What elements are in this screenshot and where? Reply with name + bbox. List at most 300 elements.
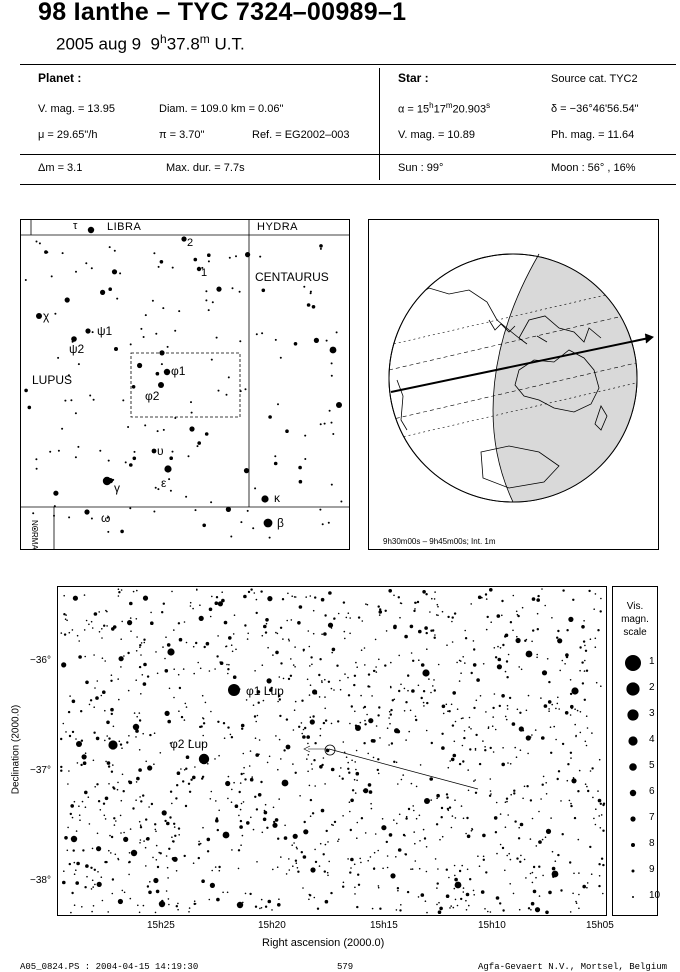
- chart-star: [453, 907, 455, 909]
- chart-star: [176, 784, 178, 786]
- chart-star: [93, 654, 95, 656]
- chart-star: [451, 621, 453, 623]
- chart-star: [288, 858, 290, 860]
- chart-star: [130, 630, 132, 632]
- chart-star: [93, 732, 95, 734]
- chart-star: [307, 771, 309, 773]
- chart-star: [288, 640, 290, 642]
- chart-star: [595, 593, 597, 595]
- chart-star: [441, 807, 443, 809]
- chart-star: [107, 911, 109, 913]
- chart-star: [597, 790, 599, 792]
- chart-star: [143, 905, 145, 907]
- finder-star: [32, 512, 34, 514]
- chart-star: [104, 710, 106, 712]
- chart-star: [167, 867, 169, 869]
- chart-star: [412, 868, 414, 870]
- chart-star: [193, 646, 195, 648]
- chart-star: [463, 737, 465, 739]
- chart-star: [544, 704, 548, 708]
- chart-star: [349, 801, 351, 803]
- chart-star: [446, 704, 448, 706]
- chart-star: [484, 746, 486, 748]
- chart-star: [331, 652, 333, 654]
- chart-star: [423, 705, 425, 707]
- chart-star: [96, 783, 98, 785]
- chart-star: [142, 733, 144, 735]
- chart-star: [413, 831, 415, 833]
- chart-star: [80, 764, 82, 766]
- chart-star: [538, 841, 540, 843]
- chart-star: [68, 711, 70, 713]
- chart-star: [230, 734, 232, 736]
- chart-star: [101, 876, 103, 878]
- scale-label: 2: [649, 682, 655, 693]
- chart-star: [100, 809, 102, 811]
- chart-star: [99, 631, 101, 633]
- chart-star: [119, 741, 121, 743]
- chart-star: [106, 735, 108, 737]
- chart-star: [265, 631, 267, 633]
- finder-bright-star: [36, 313, 42, 319]
- chart-star: [266, 623, 268, 625]
- info-top-rule: [20, 64, 676, 65]
- chart-star: [283, 749, 285, 751]
- chart-star: [89, 704, 91, 706]
- chart-star: [475, 734, 477, 736]
- chart-star: [429, 777, 433, 781]
- chart-star: [70, 912, 72, 914]
- chart-star: [271, 909, 273, 911]
- chart-star: [136, 650, 138, 652]
- chart-star: [579, 646, 581, 648]
- chart-star: [140, 693, 142, 695]
- chart-star: [438, 664, 440, 666]
- chart-star: [152, 857, 154, 859]
- chart-star: [434, 689, 436, 691]
- chart-star: [171, 836, 173, 838]
- chart-star: [63, 613, 65, 615]
- finder-star: [212, 301, 214, 303]
- chart-star: [354, 761, 356, 763]
- finder-star: [197, 445, 199, 447]
- chart-star: [368, 718, 373, 723]
- chart-star: [487, 911, 489, 913]
- chart-star: [356, 837, 358, 839]
- chart-star: [506, 676, 508, 678]
- chart-star: [161, 611, 163, 613]
- chart-star: [538, 811, 540, 813]
- chart-star: [221, 599, 225, 603]
- chart-star: [142, 794, 144, 796]
- chart-star: [247, 638, 249, 640]
- chart-star: [490, 621, 492, 623]
- chart-star: [267, 647, 269, 649]
- chart-star: [531, 641, 533, 643]
- chart-star: [378, 706, 380, 708]
- chart-star: [495, 729, 497, 731]
- chart-star: [118, 899, 123, 904]
- chart-star: [328, 591, 332, 595]
- finder-star: [161, 363, 163, 365]
- chart-star: [524, 859, 526, 861]
- chart-star: [514, 747, 516, 749]
- chart-star: [165, 711, 170, 716]
- finder-star: [156, 372, 160, 376]
- chart-star: [394, 728, 399, 733]
- chart-star: [277, 633, 279, 635]
- chart-star: [413, 610, 415, 612]
- chart-star: [112, 786, 114, 788]
- finder-star: [261, 332, 263, 334]
- star-heading: Star :: [398, 71, 429, 85]
- chart-star: [442, 836, 444, 838]
- chart-star: [68, 770, 70, 772]
- chart-star: [550, 817, 552, 819]
- chart-star: [74, 904, 76, 906]
- chart-star: [277, 838, 279, 840]
- chart-star: [375, 639, 377, 641]
- chart-star: [333, 618, 335, 620]
- chart-star: [548, 681, 550, 683]
- chart-star: [182, 780, 184, 782]
- finder-star: [158, 266, 160, 268]
- finder-star: [153, 511, 155, 513]
- chart-star: [112, 878, 114, 880]
- chart-star: [308, 754, 310, 756]
- chart-star: [562, 833, 564, 835]
- finder-star: [190, 401, 192, 403]
- chart-star: [587, 882, 589, 884]
- chart-star: [434, 591, 436, 593]
- finder-star: [75, 412, 77, 414]
- finder-star: [285, 429, 289, 433]
- chart-star: [415, 860, 417, 862]
- chart-star: [452, 641, 454, 643]
- chart-star: [505, 826, 507, 828]
- chart-star: [582, 885, 586, 889]
- chart-star: [262, 832, 264, 834]
- ra-tick-1510: 15h10: [478, 920, 506, 931]
- chart-star: [198, 841, 200, 843]
- chart-star: [115, 820, 117, 822]
- chart-star: [218, 755, 220, 757]
- chart-star: [530, 736, 532, 738]
- chart-star: [356, 780, 358, 782]
- chart-star: [434, 634, 436, 636]
- chart-star: [490, 747, 492, 749]
- chart-star: [412, 805, 414, 807]
- finder-star: [100, 290, 105, 295]
- finder-star: [240, 390, 242, 392]
- chart-star: [560, 889, 562, 891]
- finder-star: [320, 423, 322, 425]
- chart-star: [572, 893, 574, 895]
- chart-star: [494, 816, 498, 820]
- chart-star: [400, 904, 402, 906]
- chart-star: [343, 882, 345, 884]
- chart-star: [450, 905, 452, 907]
- chart-star: [584, 645, 586, 647]
- ra-tick-1525: 15h25: [147, 920, 175, 931]
- finder-star: [155, 333, 157, 335]
- finder-star: [93, 399, 95, 401]
- chart-star: [139, 644, 141, 646]
- chart-star: [231, 849, 233, 851]
- chart-star: [178, 674, 180, 676]
- chart-star: [473, 780, 475, 782]
- finder-star: [77, 446, 79, 448]
- finder-star: [65, 297, 70, 302]
- chart-bright-star: [355, 725, 361, 731]
- chart-star: [288, 678, 290, 680]
- chart-star: [522, 607, 524, 609]
- chart-star: [520, 749, 522, 751]
- chart-star: [120, 815, 122, 817]
- chart-star: [600, 803, 602, 805]
- finder-star: [64, 400, 66, 402]
- chart-star: [284, 825, 286, 827]
- chart-star: [140, 826, 142, 828]
- chart-star: [399, 814, 401, 816]
- moon-elongation: Moon : 56° , 16%: [551, 162, 636, 174]
- chart-bright-star: [108, 740, 117, 749]
- chart-star: [593, 818, 595, 820]
- chart-star: [227, 892, 229, 894]
- finder-bright-star: [88, 227, 94, 233]
- chart-star: [451, 704, 453, 706]
- chart-star: [468, 905, 470, 907]
- chart-star: [128, 874, 130, 876]
- chart-star: [602, 804, 604, 806]
- ra-tick-1505: 15h05: [586, 920, 614, 931]
- chart-star: [139, 646, 141, 648]
- chart-star: [140, 800, 142, 802]
- chart-star: [145, 761, 147, 763]
- chart-star: [360, 862, 362, 864]
- star-label-chi: χ: [43, 309, 50, 323]
- chart-star: [387, 867, 389, 869]
- chart-star: [261, 907, 263, 909]
- chart-star: [279, 739, 281, 741]
- chart-star: [364, 706, 366, 708]
- chart-star: [497, 646, 499, 648]
- chart-star: [166, 822, 170, 826]
- chart-star: [379, 608, 381, 610]
- chart-star: [324, 870, 326, 872]
- chart-star: [516, 611, 518, 613]
- chart-star: [72, 629, 74, 631]
- chart-star: [364, 723, 366, 725]
- chart-star: [215, 866, 217, 868]
- chart-star: [423, 702, 425, 704]
- chart-star: [545, 836, 547, 838]
- chart-star: [189, 791, 191, 793]
- chart-star: [119, 656, 124, 661]
- chart-star: [69, 632, 71, 634]
- chart-star: [414, 608, 416, 610]
- chart-star: [598, 799, 602, 803]
- chart-star: [575, 901, 577, 903]
- globe-panel: [368, 219, 659, 550]
- chart-star: [459, 870, 461, 872]
- chart-star: [550, 752, 552, 754]
- chart-star: [94, 612, 98, 616]
- chart-star: [506, 801, 508, 803]
- chart-star: [550, 726, 552, 728]
- chart-star: [67, 827, 69, 829]
- chart-star: [143, 663, 147, 667]
- finder-star: [329, 410, 331, 412]
- finder-star: [122, 399, 124, 401]
- chart-star: [568, 617, 573, 622]
- chart-star: [370, 856, 372, 858]
- chart-star: [498, 658, 502, 662]
- chart-star: [404, 710, 406, 712]
- chart-star: [330, 892, 332, 894]
- chart-star: [469, 878, 471, 880]
- chart-star: [337, 720, 339, 722]
- chart-star: [449, 907, 451, 909]
- chart-star: [565, 711, 569, 715]
- chart-star: [254, 592, 256, 594]
- finder-bright-star: [158, 382, 164, 388]
- chart-star: [185, 703, 187, 705]
- chart-star: [448, 877, 450, 879]
- chart-star: [487, 616, 489, 618]
- chart-star: [460, 672, 462, 674]
- chart-star: [101, 695, 103, 697]
- chart-star: [198, 843, 200, 845]
- chart-star: [501, 694, 505, 698]
- star-alpha-s-val: 20.903: [452, 103, 487, 116]
- finder-star: [68, 516, 70, 518]
- chart-star: [260, 781, 262, 783]
- chart-star: [386, 841, 388, 843]
- chart-star: [69, 735, 71, 737]
- chart-star: [499, 902, 501, 904]
- chart-star: [325, 844, 327, 846]
- chart-star: [266, 827, 268, 829]
- chart-star: [309, 646, 311, 648]
- chart-star: [530, 799, 532, 801]
- chart-star: [226, 664, 228, 666]
- finder-star: [331, 422, 333, 424]
- chart-star: [492, 707, 494, 709]
- chart-star: [586, 786, 588, 788]
- chart-star: [265, 618, 269, 622]
- chart-star: [399, 617, 401, 619]
- chart-star: [532, 818, 534, 820]
- chart-star: [128, 780, 130, 782]
- chart-star: [170, 791, 172, 793]
- chart-star: [280, 758, 282, 760]
- chart-star: [176, 870, 178, 872]
- chart-star: [436, 887, 438, 889]
- scale-dot: [625, 655, 641, 671]
- chart-star: [314, 785, 316, 787]
- chart-star: [486, 629, 488, 631]
- chart-star: [277, 903, 281, 907]
- chart-star: [537, 595, 539, 597]
- chart-star: [98, 800, 100, 802]
- chart-star: [570, 693, 572, 695]
- chart-star: [75, 881, 79, 885]
- chart-star: [484, 908, 486, 910]
- chart-star: [520, 823, 524, 827]
- finder-star: [332, 433, 334, 435]
- chart-star: [210, 711, 212, 713]
- dec-tick-38: −38°: [30, 875, 51, 886]
- chart-star: [447, 616, 449, 618]
- chart-star: [150, 621, 154, 625]
- chart-star: [363, 790, 365, 792]
- chart-star: [317, 908, 319, 910]
- finder-star: [172, 267, 174, 269]
- chart-star: [104, 815, 106, 817]
- scale-title-1: Vis.: [626, 601, 644, 612]
- chart-star: [454, 888, 456, 890]
- chart-star: [93, 905, 95, 907]
- chart-star: [267, 762, 269, 764]
- chart-star: [186, 706, 188, 708]
- chart-star: [98, 611, 100, 613]
- chart-star: [275, 651, 279, 655]
- chart-bright-star: [71, 836, 77, 842]
- finder-star: [303, 286, 305, 288]
- chart-star: [342, 815, 344, 817]
- chart-star: [227, 726, 229, 728]
- finder-star: [99, 450, 101, 452]
- chart-star: [267, 678, 272, 683]
- chart-star: [473, 663, 477, 667]
- chart-star: [555, 708, 557, 710]
- finder-star: [210, 501, 212, 503]
- chart-star: [265, 906, 267, 908]
- chart-star: [190, 602, 192, 604]
- chart-star: [140, 654, 142, 656]
- chart-star: [62, 881, 66, 885]
- chart-star: [188, 911, 190, 913]
- chart-star: [301, 700, 303, 702]
- chart-star: [504, 635, 506, 637]
- chart-star: [113, 817, 115, 819]
- chart-star: [506, 660, 508, 662]
- chart-star: [602, 893, 604, 895]
- finder-star: [202, 524, 206, 528]
- chart-star: [163, 812, 165, 814]
- chart-star: [356, 666, 358, 668]
- chart-star: [387, 727, 389, 729]
- chart-star: [443, 713, 445, 715]
- chart-star: [384, 664, 386, 666]
- chart-star: [379, 908, 381, 910]
- chart-star: [372, 908, 374, 910]
- chart-star: [164, 820, 166, 822]
- chart-star: [358, 616, 360, 618]
- chart-star: [111, 674, 113, 676]
- chart-star: [133, 591, 135, 593]
- chart-star: [513, 595, 515, 597]
- chart-star: [78, 805, 80, 807]
- chart-star: [473, 640, 475, 642]
- chart-star: [60, 738, 62, 740]
- chart-star: [72, 731, 74, 733]
- chart-star: [228, 776, 230, 778]
- chart-star: [297, 871, 299, 873]
- const-centaurus-label: CENTAURUS: [255, 270, 329, 284]
- chart-star: [106, 721, 110, 725]
